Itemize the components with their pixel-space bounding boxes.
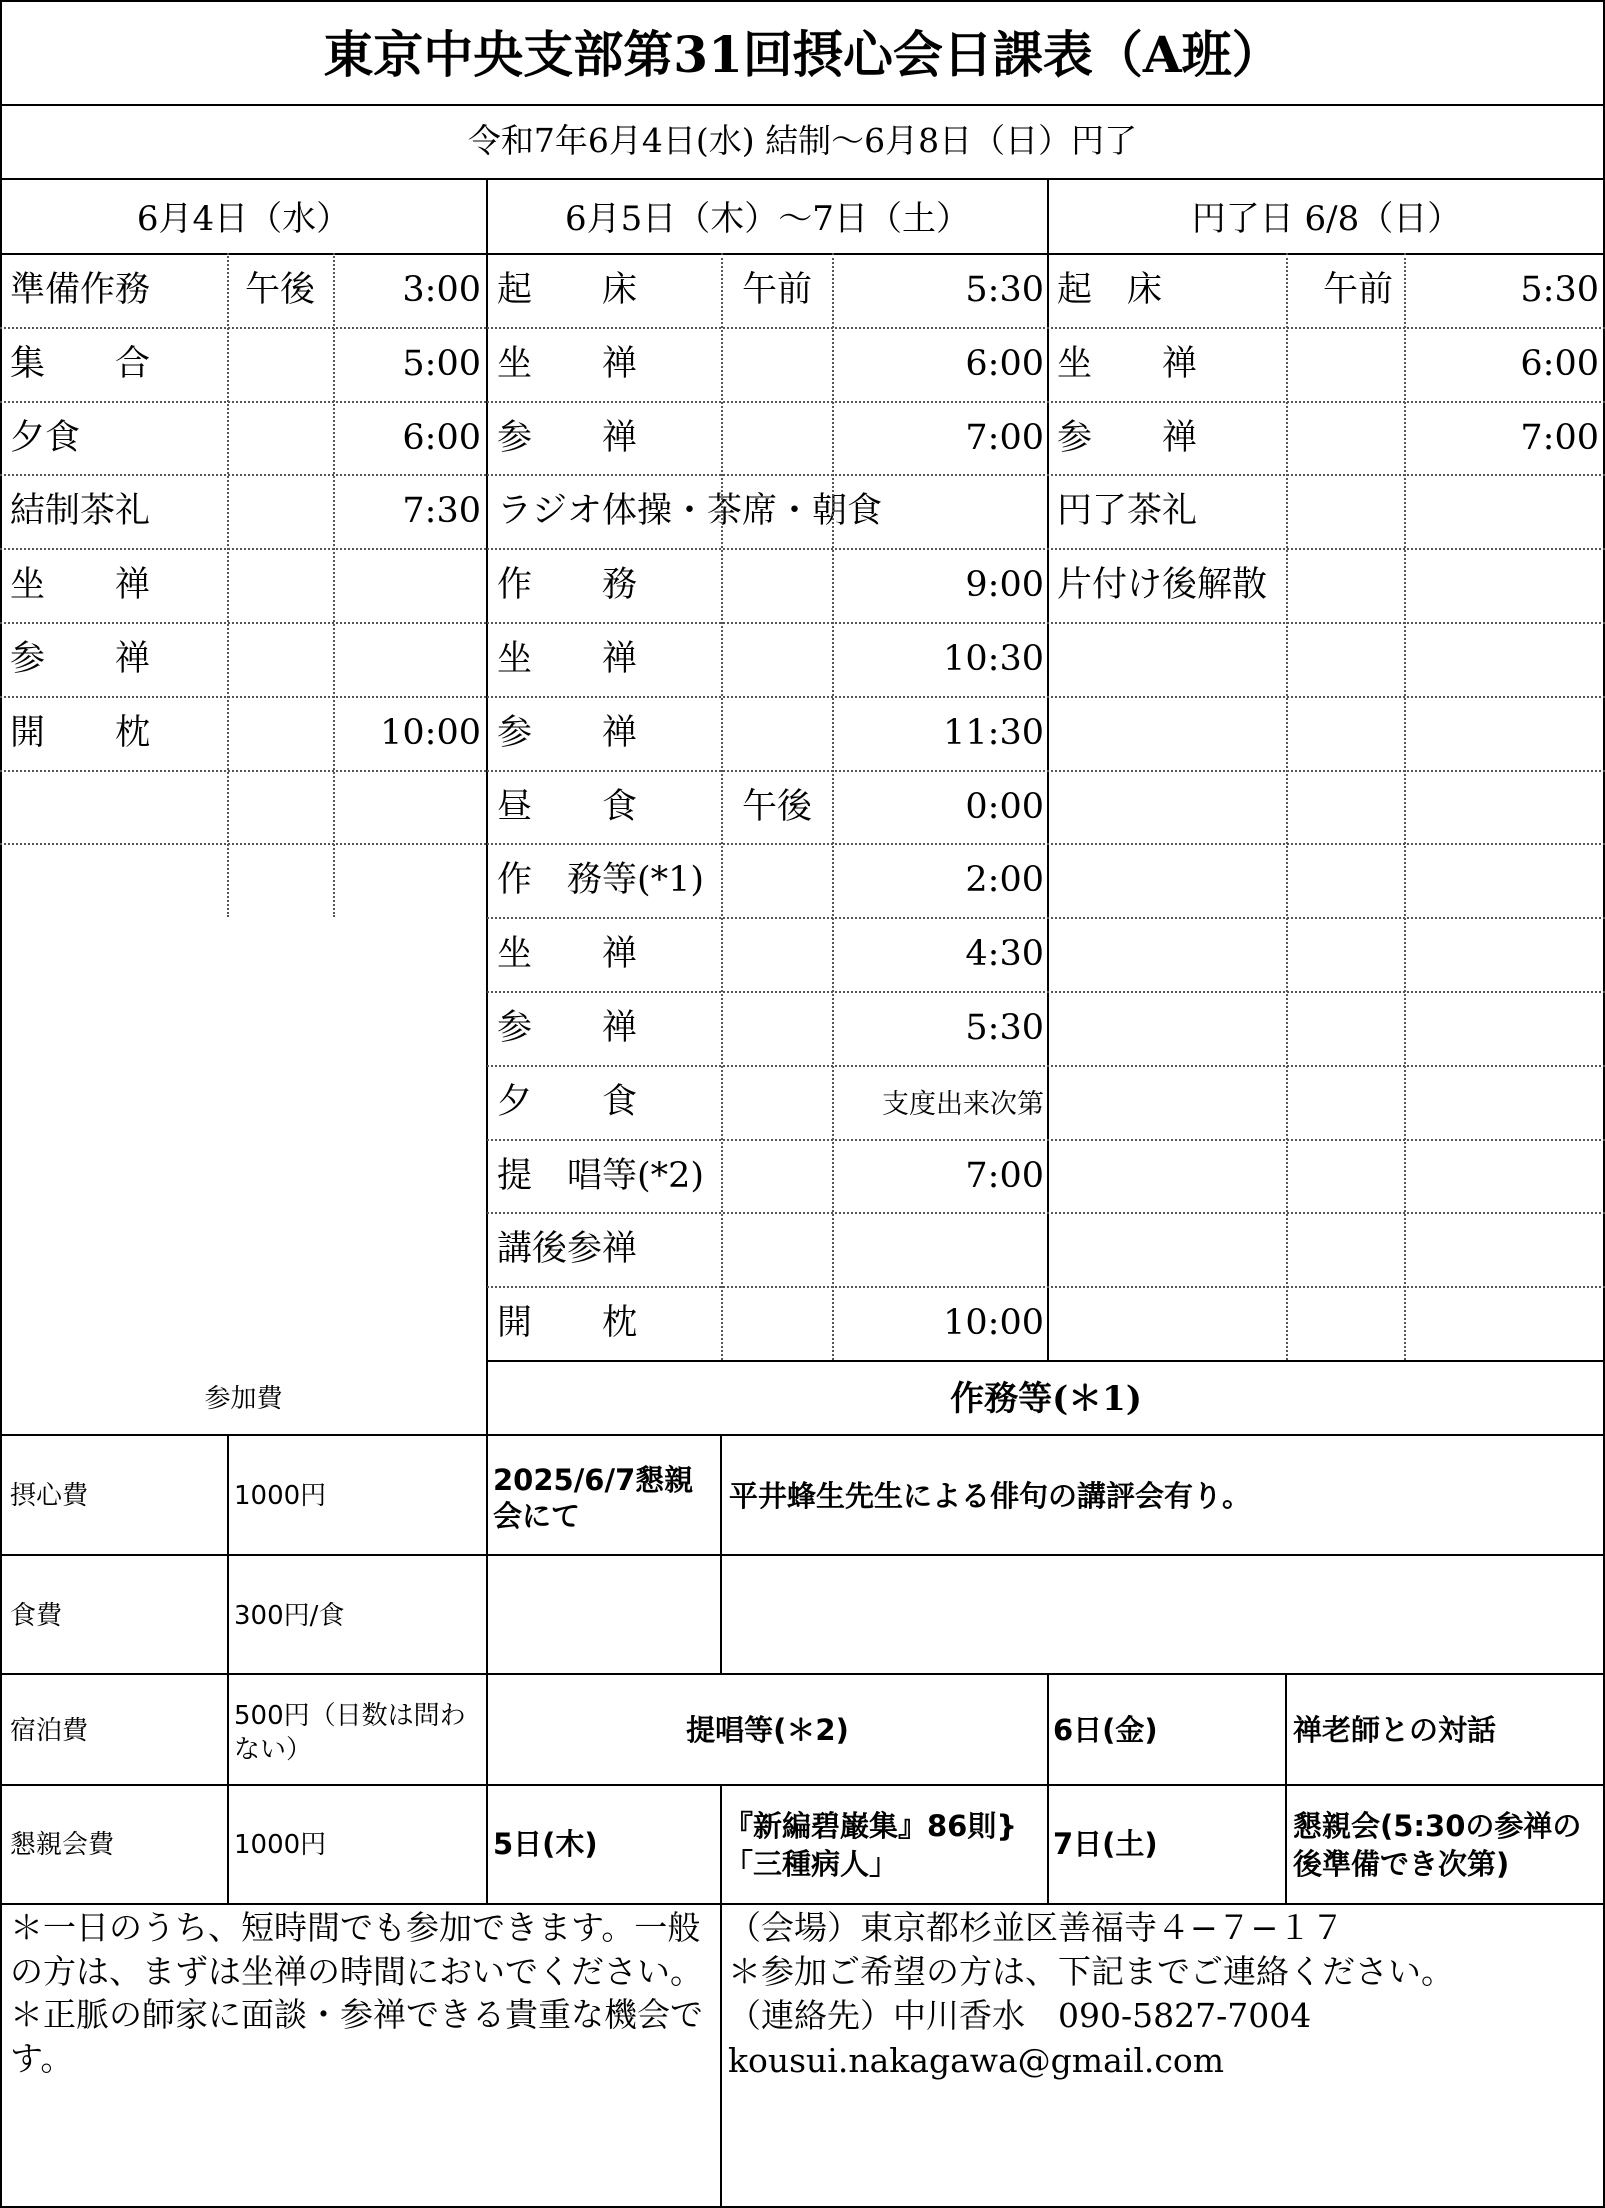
row-line	[487, 991, 1605, 993]
day2-row-label: 坐 禅	[497, 639, 638, 679]
day1-row-label: 開 枕	[10, 712, 151, 753]
row-line	[0, 843, 486, 845]
h-line	[0, 253, 1605, 255]
h-line	[0, 1903, 1605, 1905]
day1-row-label: 準備作務	[10, 270, 151, 310]
h-line	[487, 1360, 1605, 1362]
page-title: 東京中央支部第31回摂心会日課表（A班）	[323, 25, 1282, 84]
day3-row-label: 坐 禅	[1057, 343, 1198, 384]
h-line	[0, 1673, 1605, 1675]
footer-venue: （会場）東京都杉並区善福寺４−７−１７	[728, 1908, 1345, 1947]
col-line	[1286, 253, 1288, 1360]
day2-row-time: 2:00	[965, 860, 1044, 901]
teisho-day6: 6日(金)	[1053, 1713, 1158, 1747]
day2-row-label: 夕 食	[497, 1081, 638, 1122]
day1-row-time: 7:30	[402, 491, 481, 532]
row-line	[487, 401, 1605, 403]
row-line	[487, 1139, 1605, 1141]
day2-row-label: 作 務	[497, 565, 638, 606]
h-line	[0, 1784, 1605, 1786]
day2-row-time: 4:30	[965, 934, 1044, 975]
col-header-day2: 6月5日（木）〜7日（土）	[565, 199, 970, 239]
day2-row-time: 支度出来次第	[882, 1088, 1044, 1120]
day1-row-label: 参 禅	[10, 639, 151, 679]
day3-row-label: 参 禅	[1057, 417, 1198, 458]
row-line	[0, 401, 486, 403]
v-line	[720, 1903, 722, 2208]
teisho-day7: 7日(土)	[1053, 1827, 1158, 1861]
day2-row-label: 講後参禅	[497, 1229, 638, 1270]
row-line	[487, 548, 1605, 550]
row-line	[0, 474, 486, 476]
day2-row-label: 坐 禅	[497, 343, 638, 384]
day2-row-time: 10:00	[943, 1303, 1044, 1344]
row-line	[487, 1065, 1605, 1067]
footer-notes: ＊一日のうち、短時間でも参加できます。一般の方は、まずは坐禅の時間においでください。＊正脈の師家に面談・参禅できる貴重な機会です。	[10, 1908, 703, 2078]
day2-row-time: 11:30	[943, 712, 1044, 753]
col-header-day3: 円了日 6/8（日）	[1191, 199, 1462, 239]
day2-row-label: 提 唱等(*2)	[497, 1155, 705, 1196]
footer-email: kousui.nakagawa@gmail.com	[728, 2041, 1224, 2080]
subtitle: 令和7年6月4日(水) 結制〜6月8日（日）円了	[467, 121, 1138, 160]
teisho-day6-text: 禅老師との対話	[1293, 1713, 1497, 1747]
day3-row-ampm: 午前	[1323, 270, 1394, 310]
day2-row-ampm: 午後	[742, 786, 813, 827]
v-line	[1047, 1673, 1049, 1903]
h-line	[0, 1434, 1605, 1436]
day3-row-time: 6:00	[1520, 343, 1599, 384]
day2-row-label: ラジオ体操・茶席・朝食	[497, 491, 883, 532]
day3-row-time: 7:00	[1520, 417, 1599, 458]
day2-row-time: 6:00	[965, 343, 1044, 384]
teisho-day7-text: 懇親会(5:30の参禅の後準備でき次第)	[1293, 1809, 1582, 1881]
day2-row-label: 参 禅	[497, 1008, 638, 1048]
day2-row-time: 7:00	[965, 417, 1044, 458]
day1-row-time: 5:00	[402, 343, 481, 384]
fee-value-party: 1000円	[234, 1830, 327, 1860]
fees-heading: 参加費	[204, 1384, 283, 1414]
row-line	[487, 917, 1605, 919]
row-line	[487, 1212, 1605, 1214]
day2-row-time: 0:00	[965, 786, 1044, 827]
row-line	[0, 770, 486, 772]
row-line	[487, 843, 1605, 845]
v-line	[720, 1784, 722, 1903]
fee-value-meal: 300円/食	[234, 1601, 345, 1631]
day2-row-time: 10:30	[943, 639, 1044, 679]
day2-row-ampm: 午前	[742, 270, 813, 310]
v-line	[486, 178, 488, 1903]
h-line	[0, 1554, 1605, 1556]
row-line	[0, 548, 486, 550]
footer-contact: （連絡先）中川香水 090-5827-7004	[728, 1996, 1312, 2035]
day1-row-ampm: 午後	[245, 270, 316, 310]
day1-row-label: 夕食	[10, 417, 81, 458]
fee-name-party: 懇親会費	[10, 1830, 115, 1860]
v-line	[227, 1434, 229, 1903]
fee-name-meal: 食費	[10, 1601, 63, 1631]
fee-name-lodging: 宿泊費	[10, 1716, 89, 1746]
day1-row-label: 結制茶礼	[10, 491, 151, 532]
day1-row-time: 6:00	[402, 417, 481, 458]
day3-row-label: 円了茶礼	[1057, 491, 1198, 532]
day2-row-label: 参 禅	[497, 417, 638, 458]
v-line	[720, 1434, 722, 1673]
row-line	[487, 622, 1605, 624]
day3-row-time: 5:30	[1520, 270, 1599, 310]
fee-value-sesshin: 1000円	[234, 1481, 327, 1511]
day1-row-time: 10:00	[380, 712, 481, 753]
h-line	[0, 178, 1605, 180]
row-line	[0, 622, 486, 624]
h-line	[0, 104, 1605, 106]
day3-row-label: 起 床	[1057, 270, 1163, 310]
frame-left	[0, 0, 2, 2208]
row-line	[487, 696, 1605, 698]
col-line	[832, 253, 834, 1360]
day2-row-label: 開 枕	[497, 1303, 638, 1344]
day3-row-label: 片付け後解散	[1057, 565, 1268, 606]
fee-name-sesshin: 摂心費	[10, 1481, 89, 1511]
col-line	[1404, 253, 1406, 1360]
row-line	[487, 1286, 1605, 1288]
row-line	[0, 696, 486, 698]
day2-row-time: 5:30	[965, 1008, 1044, 1048]
col-line	[227, 253, 229, 917]
row-line	[487, 474, 1605, 476]
day2-row-label: 作 務等(*1)	[497, 860, 705, 901]
v-line	[1285, 1673, 1287, 1903]
footer-contact-note: ＊参加ご希望の方は、下記までご連絡ください。	[728, 1952, 1454, 1991]
teisho-day5-text: 『新編碧巌集』86則}「三種病人」	[724, 1809, 1018, 1881]
fee-value-lodging: 500円（日数は問わない）	[234, 1701, 466, 1765]
samu-date: 2025/6/7懇親会にて	[493, 1463, 694, 1534]
day1-row-label: 坐 禅	[10, 565, 151, 606]
teisho-heading: 提唱等(＊2)	[686, 1713, 849, 1747]
day2-row-time: 9:00	[965, 565, 1044, 606]
col-line	[721, 253, 723, 1360]
samu-heading: 作務等(＊1)	[950, 1379, 1142, 1419]
row-line	[487, 327, 1605, 329]
day2-row-time: 7:00	[965, 1155, 1044, 1196]
frame-top	[0, 0, 1605, 2]
day2-row-label: 昼 食	[497, 786, 638, 827]
day1-row-time: 3:00	[402, 270, 481, 310]
row-line	[0, 327, 486, 329]
v-line	[1047, 178, 1049, 1360]
day2-row-label: 参 禅	[497, 712, 638, 753]
row-line	[487, 770, 1605, 772]
col-line	[333, 253, 335, 917]
teisho-day5: 5日(木)	[493, 1827, 598, 1861]
day1-row-label: 集 合	[10, 343, 151, 384]
day2-row-time: 5:30	[965, 270, 1044, 310]
day2-row-label: 起 床	[497, 270, 638, 310]
samu-text: 平井蜂生先生による俳句の講評会有り。	[729, 1479, 1252, 1513]
col-header-day1: 6月4日（水）	[136, 199, 351, 239]
day2-row-label: 坐 禅	[497, 934, 638, 975]
